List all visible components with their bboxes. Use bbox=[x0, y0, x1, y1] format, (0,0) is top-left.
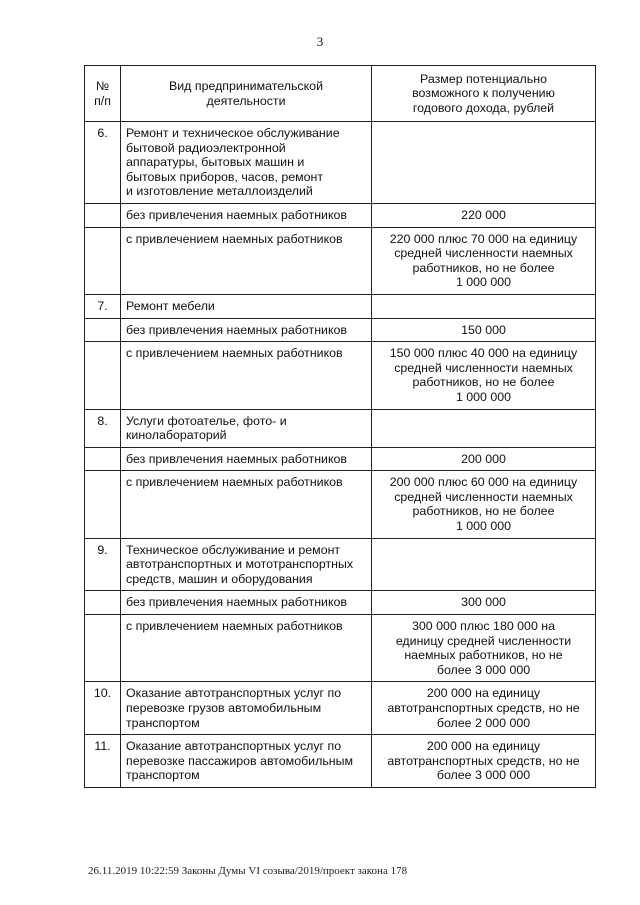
table-row bbox=[85, 227, 596, 294]
page-number: 3 bbox=[316, 34, 324, 49]
table-row bbox=[85, 294, 596, 318]
table-row bbox=[85, 318, 596, 342]
row-number: 7. bbox=[85, 294, 121, 318]
row-number: 8. bbox=[85, 409, 121, 447]
table-row bbox=[85, 682, 596, 735]
header-num-text: № п/п bbox=[94, 78, 111, 108]
row-amount: 300 000 bbox=[372, 591, 596, 615]
row-activity: без привлечения наемных работников bbox=[121, 203, 372, 227]
header-activity bbox=[121, 66, 372, 122]
header-income bbox=[372, 66, 596, 122]
row-amount: 200 000 bbox=[372, 447, 596, 471]
row-number: 9. bbox=[85, 538, 121, 591]
table-row bbox=[85, 591, 596, 615]
row-amount: 200 000 на единицу автотранспортных средств, но не более 3 000 000 bbox=[372, 735, 596, 788]
table-body bbox=[85, 122, 596, 788]
table-row bbox=[85, 615, 596, 682]
row-activity: Услуги фотоателье, фото- и кинолабораторий bbox=[121, 409, 372, 447]
table-row bbox=[85, 122, 596, 204]
row-amount bbox=[372, 409, 596, 447]
row-number bbox=[85, 342, 121, 409]
row-number bbox=[85, 227, 121, 294]
row-amount bbox=[372, 538, 596, 591]
row-number bbox=[85, 318, 121, 342]
header-income-text: Размер потенциально возможного к получению годового дохода, рублей bbox=[412, 71, 555, 115]
table-row bbox=[85, 203, 596, 227]
table-row bbox=[85, 538, 596, 591]
row-activity: без привлечения наемных работников bbox=[121, 447, 372, 471]
row-amount bbox=[372, 294, 596, 318]
row-activity: с привлечением наемных работников bbox=[121, 342, 372, 409]
row-number bbox=[85, 591, 121, 615]
row-activity: с привлечением наемных работников bbox=[121, 615, 372, 682]
row-activity: с привлечением наемных работников bbox=[121, 471, 372, 538]
row-number bbox=[85, 203, 121, 227]
row-activity: без привлечения наемных работников bbox=[121, 318, 372, 342]
row-number: 11. bbox=[85, 735, 121, 788]
row-activity: Оказание автотранспортных услуг по перевозке пассажиров автомобильным транспортом bbox=[121, 735, 372, 788]
row-amount: 200 000 на единицу автотранспортных средств, но не более 2 000 000 bbox=[372, 682, 596, 735]
header-activity-text: Вид предпринимательской деятельности bbox=[169, 78, 323, 108]
row-activity: Оказание автотранспортных услуг по перевозке грузов автомобильным транспортом bbox=[121, 682, 372, 735]
row-number bbox=[85, 471, 121, 538]
row-amount bbox=[372, 122, 596, 204]
row-number bbox=[85, 447, 121, 471]
header-num bbox=[85, 66, 121, 122]
table-row bbox=[85, 409, 596, 447]
row-activity: с привлечением наемных работников bbox=[121, 227, 372, 294]
row-number: 10. bbox=[85, 682, 121, 735]
row-amount: 150 000 плюс 40 000 на единицу средней численности наемных работников, но не более 1 000 000 bbox=[372, 342, 596, 409]
row-activity: Ремонт мебели bbox=[121, 294, 372, 318]
row-amount: 200 000 плюс 60 000 на единицу средней численности наемных работников, но не более 1 000 000 bbox=[372, 471, 596, 538]
row-number: 6. bbox=[85, 122, 121, 204]
row-activity: Ремонт и техническое обслуживание бытовой радиоэлектронной аппаратуры, бытовых машин и бытовых приборов, часов, ремонт и изготовление металлоизделий bbox=[121, 122, 372, 204]
row-activity: Техническое обслуживание и ремонт автотранспортных и мототранспортных средств, машин и оборудования bbox=[121, 538, 372, 591]
row-number bbox=[85, 615, 121, 682]
row-activity: без привлечения наемных работников bbox=[121, 591, 372, 615]
row-amount: 220 000 плюс 70 000 на единицу средней численности наемных работников, но не более 1 000 000 bbox=[372, 227, 596, 294]
table-row bbox=[85, 471, 596, 538]
income-table bbox=[84, 65, 596, 788]
table-row bbox=[85, 342, 596, 409]
row-amount: 220 000 bbox=[372, 203, 596, 227]
table-header-row bbox=[85, 66, 596, 122]
row-amount: 150 000 bbox=[372, 318, 596, 342]
row-amount: 300 000 плюс 180 000 на единицу средней численности наемных работников, но не более 3 000 000 bbox=[372, 615, 596, 682]
footer-stamp: 26.11.2019 10:22:59 Законы Думы VI созыва/2019/проект закона 178 bbox=[88, 865, 408, 877]
table-row bbox=[85, 735, 596, 788]
table-row bbox=[85, 447, 596, 471]
